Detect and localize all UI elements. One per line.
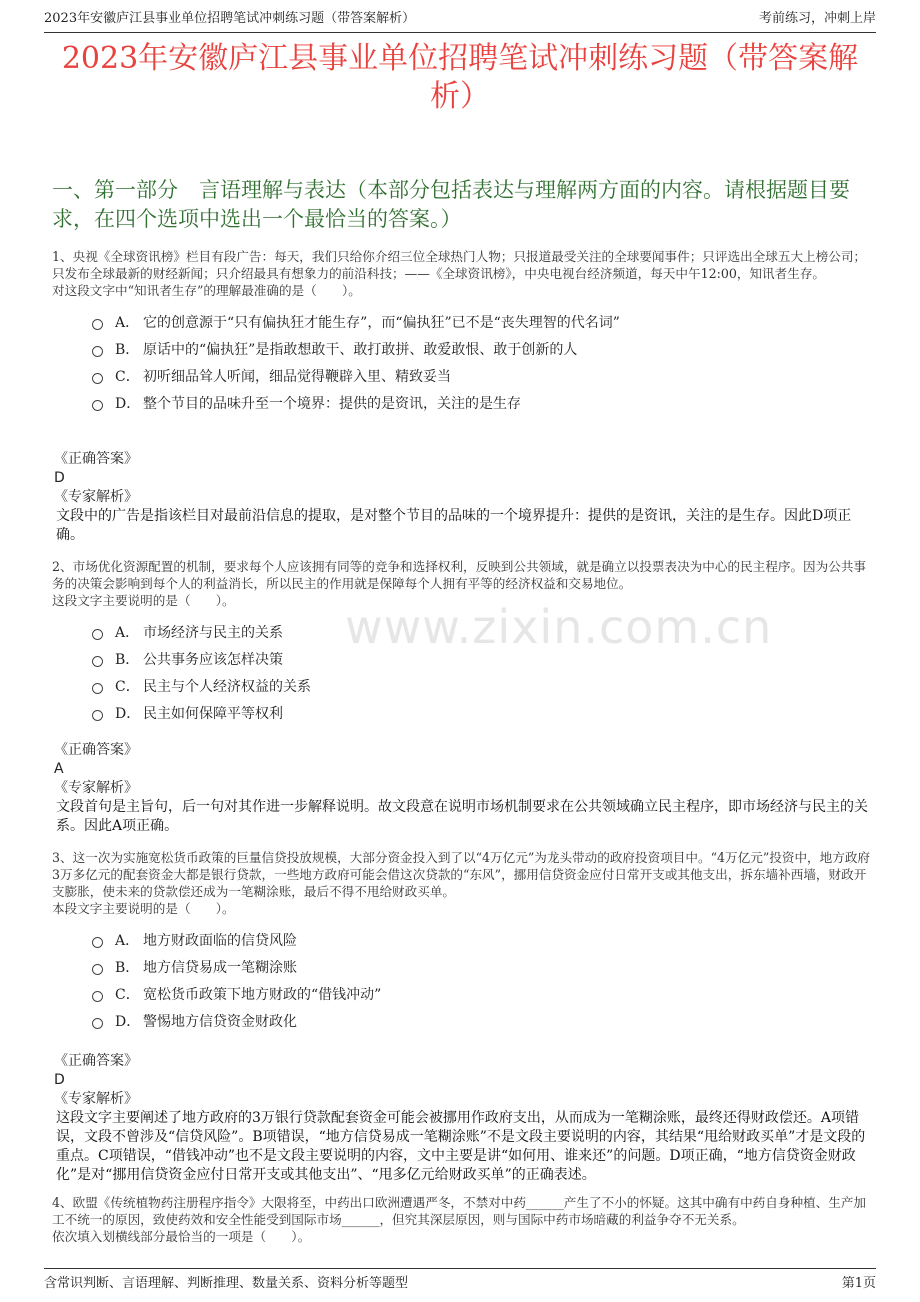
question-stem: 1、央视《全球资讯榜》栏目有段广告：每天，我们只给你介绍三位全球热门人物；只报道最受关注的全球要闻事件；只评选出全球五大上榜公司；只发布全球最新的财经新闻；只介绍最具有想象力的前沿科技；——《全球资讯榜》，中央电视台经济频道，每天中午12:00，知讯者生存。: [52, 249, 867, 281]
radio-icon[interactable]: [92, 656, 103, 667]
option-text: 原话中的“偏执狂”是指敢想敢干、敢打敢拼、敢爱敢恨、敢于创新的人: [143, 341, 578, 358]
option-letter: C．: [115, 986, 140, 1003]
answer-label: 《正确答案》: [54, 451, 138, 467]
option-text: 民主与个人经济权益的关系: [143, 678, 311, 695]
question-prompt: 对这段文字中“知讯者生存”的理解最准确的是（ ）。: [52, 283, 361, 298]
question-stem: 2、市场优化资源配置的机制，要求每个人应该拥有同等的竞争和选择权利，反映到公共领域，就是确立以投票表决为中心的民主程序。因为公共事务的决策会影响到每个人的利益消长，所以民主的作用就是保障每个人拥有平等的经济权益和交易地位。: [52, 559, 867, 591]
option-list: [52, 927, 874, 1035]
option-b[interactable]: [92, 954, 874, 981]
option-text: 地方财政面临的信贷风险: [143, 932, 297, 949]
option-text: 它的创意源于“只有偏执狂才能生存”，而“偏执狂”已不是“丧失理智的代名词”: [143, 314, 620, 331]
answer-label: 《正确答案》: [54, 1053, 138, 1069]
analysis-label: 《专家解析》: [54, 1091, 138, 1107]
option-letter: D．: [115, 1013, 141, 1030]
question-4: [52, 1194, 874, 1245]
watermark: www.zixin.com.cn: [345, 600, 773, 654]
option-b[interactable]: [92, 646, 874, 673]
option-list: [52, 619, 874, 727]
option-c[interactable]: [92, 363, 874, 390]
option-letter: D．: [115, 705, 141, 722]
radio-icon[interactable]: [92, 964, 103, 975]
radio-icon[interactable]: [92, 991, 103, 1002]
answer-section-1: [52, 450, 874, 545]
option-list: [52, 309, 874, 417]
question-2: [52, 558, 874, 727]
option-a[interactable]: [92, 927, 874, 954]
answer-label: 《正确答案》: [54, 742, 138, 758]
question-prompt: 本段文字主要说明的是（ ）。: [52, 901, 235, 916]
analysis-text: 这段文字主要阐述了地方政府的3万银行贷款配套资金可能会被挪用作政府支出，从而成为一笔糊涂账，最终还得财政偿还。A项错误，文段不曾涉及“信贷风险”。B项错误，“地方信贷易成一笔糊涂账”不是文段主要说明的内容，其结果“甩给财政买单”才是文段的重点。C项错误，“借钱冲动”也不是文段主要说明的内容，文中主要是讲“如何用、谁来还”的问题。D项正确，“地方信贷资金财政化”是对“挪用信贷资金应付日常开支或其他支出”、“甩多亿元给财政买单”的正确表述。: [56, 1110, 866, 1183]
page-header: [44, 10, 876, 33]
question-1: [52, 248, 874, 417]
question-stem: 4、欧盟《传统植物药注册程序指令》大限将至，中药出口欧洲遭遇严冬，不禁对中药______产生了不小的怀疑。这其中确有中药自身种植、生产加工不统一的原因，致使药效和安全性能受到国际市场______，但究其深层原因，则与国际中药市场暗藏的利益争夺不无关系。: [52, 1195, 867, 1227]
analysis-label: 《专家解析》: [54, 780, 138, 796]
option-letter: B．: [115, 959, 140, 976]
option-text: 公共事务应该怎样决策: [143, 651, 283, 668]
option-letter: A．: [115, 932, 140, 949]
page-footer: [44, 1268, 876, 1291]
radio-icon[interactable]: [92, 373, 103, 384]
option-letter: B．: [115, 651, 140, 668]
option-letter: D．: [115, 395, 141, 412]
option-c[interactable]: [92, 673, 874, 700]
radio-icon[interactable]: [92, 400, 103, 411]
radio-icon[interactable]: [92, 346, 103, 357]
option-text: 民主如何保障平等权利: [143, 705, 283, 722]
question-3: [52, 849, 874, 1035]
answer-value: A: [54, 761, 64, 777]
radio-icon[interactable]: [92, 629, 103, 640]
header-document-title: 2023年安徽庐江县事业单位招聘笔试冲刺练习题（带答案解析）: [44, 11, 416, 26]
footer-question-types: 含常识判断、言语理解、判断推理、数量关系、资料分析等题型: [44, 1276, 409, 1291]
option-a[interactable]: [92, 619, 874, 646]
answer-section-2: [52, 741, 874, 836]
analysis-text: 文段首句是主旨句，后一句对其作进一步解释说明。故文段意在说明市场机制要求在公共领域确立民主程序，即市场经济与民主的关系。因此A项正确。: [56, 799, 868, 834]
radio-icon[interactable]: [92, 319, 103, 330]
analysis-text: 文段中的广告是指该栏目对最前沿信息的提取，是对整个节目的品味的一个境界提升：提供的是资讯，关注的是生存。因此D项正确。: [56, 508, 852, 543]
answer-section-3: [52, 1052, 874, 1185]
section-heading: 一、第一部分 言语理解与表达（本部分包括表达与理解两方面的内容。请根据题目要求，在四个选项中选出一个最恰当的答案。）: [52, 178, 850, 231]
option-letter: C．: [115, 368, 140, 385]
option-letter: B．: [115, 341, 140, 358]
answer-value: D: [54, 1072, 65, 1088]
radio-icon[interactable]: [92, 1018, 103, 1029]
option-text: 地方信贷易成一笔糊涂账: [143, 959, 297, 976]
question-prompt: 这段文字主要说明的是（ ）。: [52, 593, 235, 608]
radio-icon[interactable]: [92, 710, 103, 721]
page-number: 第1页: [841, 1276, 876, 1291]
option-letter: A．: [115, 314, 140, 331]
option-a[interactable]: [92, 309, 874, 336]
option-b[interactable]: [92, 336, 874, 363]
header-slogan: 考前练习，冲刺上岸: [758, 11, 876, 26]
question-stem: 3、这一次为实施宽松货币政策的巨量信贷投放规模，大部分资金投入到了以“4万亿元”为龙头带动的政府投资项目中。“4万亿元”投资中，地方政府3万多亿元的配套资金大都是银行贷款，一些地方政府可能会借这次贷款的“东风”，挪用信贷资金应付日常开支或其他支出，拆东墙补西墙，财政开支膨胀，使未来的贷款偿还成为一笔糊涂账，最后不得不甩给财政买单。: [52, 850, 871, 899]
option-text: 市场经济与民主的关系: [143, 624, 283, 641]
option-letter: C．: [115, 678, 140, 695]
answer-value: D: [54, 470, 65, 486]
page-title: 2023年安徽庐江县事业单位招聘笔试冲刺练习题（带答案解析）: [61, 41, 859, 114]
option-c[interactable]: [92, 981, 874, 1008]
option-d[interactable]: [92, 1008, 874, 1035]
option-text: 宽松货币政策下地方财政的“借钱冲动”: [143, 986, 382, 1003]
option-text: 警惕地方信贷资金财政化: [143, 1013, 297, 1030]
option-letter: A．: [115, 624, 140, 641]
radio-icon[interactable]: [92, 937, 103, 948]
radio-icon[interactable]: [92, 683, 103, 694]
option-d[interactable]: [92, 390, 874, 417]
option-text: 初听细品耸人听闻，细品觉得鞭辟入里、精致妥当: [143, 368, 451, 385]
option-text: 整个节目的品味升至一个境界：提供的是资讯，关注的是生存: [143, 395, 521, 412]
analysis-label: 《专家解析》: [54, 489, 138, 505]
option-d[interactable]: [92, 700, 874, 727]
question-prompt: 依次填入划横线部分最恰当的一项是（ ）。: [52, 1229, 311, 1244]
